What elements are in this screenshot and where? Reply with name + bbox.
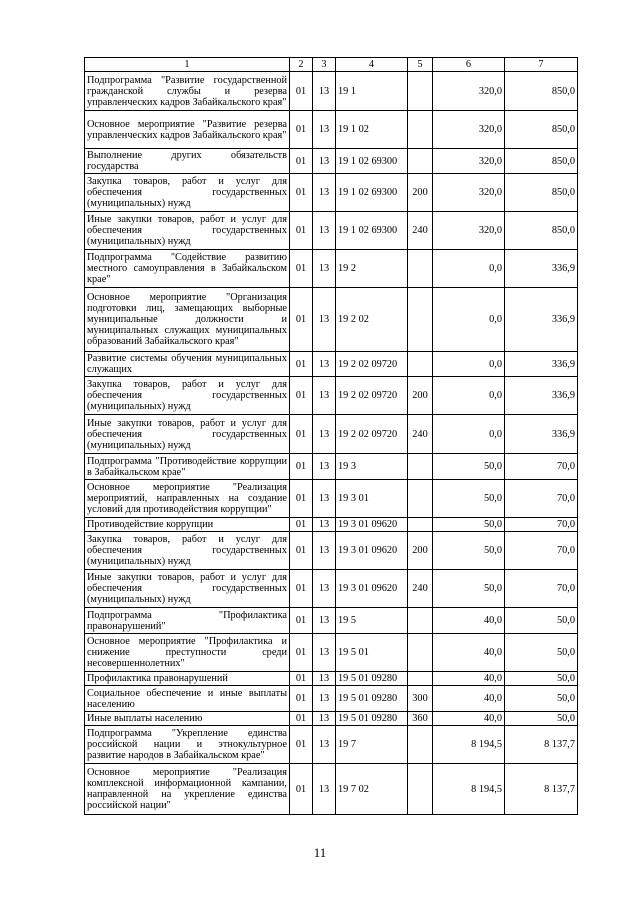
table-row [85, 518, 578, 532]
row-amount-1: 40,0 [433, 686, 505, 712]
row-target-code: 19 5 01 09280 [336, 712, 408, 726]
row-section: 01 [290, 634, 313, 672]
row-amount-2: 336,9 [505, 377, 578, 415]
row-name: Иные выплаты населению [85, 712, 290, 726]
row-name: Основное мероприятие "Организация подготовки лиц, замещающих выборные муниципальные должности и муниципальных служащих муниципальных образований Забайкальского края" [85, 288, 290, 352]
table-row [85, 532, 578, 570]
row-name: Основное мероприятие "Реализация мероприятий, направленных на создание условий для противодействия коррупции" [85, 480, 290, 518]
row-subsection: 13 [313, 480, 336, 518]
table-row [85, 570, 578, 608]
row-section: 01 [290, 250, 313, 288]
row-name: Подпрограмма "Противодействие коррупции в Забайкальском крае" [85, 454, 290, 480]
row-expense-type [408, 608, 433, 634]
row-amount-1: 50,0 [433, 532, 505, 570]
row-section: 01 [290, 352, 313, 377]
row-expense-type: 200 [408, 377, 433, 415]
row-name: Основное мероприятие "Развитие резерва управленческих кадров Забайкальского края" [85, 111, 290, 149]
row-expense-type [408, 672, 433, 686]
row-target-code: 19 3 [336, 454, 408, 480]
row-amount-2: 850,0 [505, 111, 578, 149]
row-amount-1: 50,0 [433, 454, 505, 480]
row-expense-type [408, 149, 433, 174]
page-number: 11 [313, 845, 327, 860]
row-subsection: 13 [313, 764, 336, 815]
row-amount-2: 850,0 [505, 212, 578, 250]
budget-table [84, 57, 578, 815]
row-expense-type: 240 [408, 570, 433, 608]
row-expense-type [408, 764, 433, 815]
row-section: 01 [290, 377, 313, 415]
table-row [85, 288, 578, 352]
row-section: 01 [290, 174, 313, 212]
row-subsection: 13 [313, 518, 336, 532]
table-row [85, 634, 578, 672]
row-target-code: 19 3 01 09620 [336, 518, 408, 532]
row-amount-2: 8 137,7 [505, 764, 578, 815]
row-amount-2: 850,0 [505, 149, 578, 174]
table-row [85, 608, 578, 634]
column-header: 5 [408, 58, 433, 72]
row-expense-type [408, 352, 433, 377]
row-name: Подпрограмма "Профилактика правонарушений" [85, 608, 290, 634]
row-expense-type: 200 [408, 174, 433, 212]
row-name: Основное мероприятие "Профилактика и снижение преступности среди несовершеннолетних" [85, 634, 290, 672]
table-row [85, 250, 578, 288]
row-section: 01 [290, 686, 313, 712]
row-amount-1: 40,0 [433, 608, 505, 634]
row-name: Подпрограмма "Укрепление единства российской нации и этнокультурное развитие народов в Забайкальском крае" [85, 726, 290, 764]
table-row [85, 352, 578, 377]
row-amount-2: 50,0 [505, 686, 578, 712]
column-header: 3 [313, 58, 336, 72]
row-name: Закупка товаров, работ и услуг для обеспечения государственных (муниципальных) нужд [85, 532, 290, 570]
row-target-code: 19 2 [336, 250, 408, 288]
row-target-code: 19 3 01 09620 [336, 532, 408, 570]
row-section: 01 [290, 570, 313, 608]
row-section: 01 [290, 480, 313, 518]
table-row [85, 686, 578, 712]
row-amount-2: 70,0 [505, 480, 578, 518]
row-amount-1: 8 194,5 [433, 764, 505, 815]
table-row [85, 764, 578, 815]
row-subsection: 13 [313, 570, 336, 608]
row-target-code: 19 1 [336, 72, 408, 111]
row-subsection: 13 [313, 377, 336, 415]
row-target-code: 19 2 02 09720 [336, 352, 408, 377]
row-subsection: 13 [313, 634, 336, 672]
row-expense-type: 240 [408, 212, 433, 250]
row-expense-type [408, 111, 433, 149]
table-row [85, 149, 578, 174]
row-amount-2: 336,9 [505, 250, 578, 288]
row-section: 01 [290, 608, 313, 634]
row-amount-1: 320,0 [433, 212, 505, 250]
row-subsection: 13 [313, 726, 336, 764]
table-row [85, 377, 578, 415]
row-section: 01 [290, 764, 313, 815]
row-subsection: 13 [313, 149, 336, 174]
row-amount-1: 0,0 [433, 288, 505, 352]
row-section: 01 [290, 712, 313, 726]
table-row [85, 111, 578, 149]
table-row [85, 72, 578, 111]
row-amount-1: 320,0 [433, 111, 505, 149]
row-subsection: 13 [313, 415, 336, 454]
row-expense-type [408, 72, 433, 111]
row-amount-1: 0,0 [433, 377, 505, 415]
row-name: Подпрограмма "Развитие государственной гражданской службы и резерва управленческих кадров Забайкальского края" [85, 72, 290, 111]
row-target-code: 19 1 02 [336, 111, 408, 149]
row-target-code: 19 1 02 69300 [336, 212, 408, 250]
table-row [85, 726, 578, 764]
table-header-row [85, 58, 578, 72]
row-section: 01 [290, 149, 313, 174]
row-section: 01 [290, 672, 313, 686]
row-amount-1: 50,0 [433, 570, 505, 608]
row-name: Иные закупки товаров, работ и услуг для обеспечения государственных (муниципальных) нужд [85, 415, 290, 454]
row-amount-2: 70,0 [505, 518, 578, 532]
row-subsection: 13 [313, 672, 336, 686]
row-name: Социальное обеспечение и иные выплаты населению [85, 686, 290, 712]
table-body [85, 72, 578, 815]
row-amount-2: 70,0 [505, 570, 578, 608]
row-amount-2: 850,0 [505, 72, 578, 111]
row-subsection: 13 [313, 212, 336, 250]
table-row [85, 212, 578, 250]
row-target-code: 19 7 [336, 726, 408, 764]
row-amount-2: 70,0 [505, 454, 578, 480]
row-name: Основное мероприятие "Реализация комплексной информационной кампании, направленной на укрепление единства российской нации" [85, 764, 290, 815]
row-section: 01 [290, 72, 313, 111]
row-amount-1: 320,0 [433, 174, 505, 212]
table-row [85, 712, 578, 726]
row-expense-type [408, 726, 433, 764]
row-amount-1: 0,0 [433, 415, 505, 454]
row-name: Закупка товаров, работ и услуг для обеспечения государственных (муниципальных) нужд [85, 174, 290, 212]
table-row [85, 672, 578, 686]
row-expense-type [408, 634, 433, 672]
row-amount-1: 40,0 [433, 712, 505, 726]
row-amount-2: 336,9 [505, 288, 578, 352]
row-target-code: 19 3 01 [336, 480, 408, 518]
row-amount-1: 0,0 [433, 250, 505, 288]
table-row [85, 174, 578, 212]
row-target-code: 19 3 01 09620 [336, 570, 408, 608]
row-expense-type [408, 250, 433, 288]
row-amount-2: 50,0 [505, 712, 578, 726]
row-section: 01 [290, 518, 313, 532]
row-name: Закупка товаров, работ и услуг для обеспечения государственных (муниципальных) нужд [85, 377, 290, 415]
row-amount-1: 40,0 [433, 634, 505, 672]
row-section: 01 [290, 288, 313, 352]
column-header: 4 [336, 58, 408, 72]
column-header: 1 [85, 58, 290, 72]
row-amount-2: 336,9 [505, 352, 578, 377]
row-amount-1: 320,0 [433, 72, 505, 111]
row-section: 01 [290, 454, 313, 480]
row-amount-2: 70,0 [505, 532, 578, 570]
row-subsection: 13 [313, 712, 336, 726]
row-target-code: 19 1 02 69300 [336, 149, 408, 174]
row-amount-1: 0,0 [433, 352, 505, 377]
row-expense-type [408, 480, 433, 518]
row-subsection: 13 [313, 111, 336, 149]
row-subsection: 13 [313, 686, 336, 712]
row-name: Иные закупки товаров, работ и услуг для обеспечения государственных (муниципальных) нужд [85, 570, 290, 608]
row-expense-type: 240 [408, 415, 433, 454]
table-row [85, 454, 578, 480]
row-amount-2: 50,0 [505, 608, 578, 634]
row-expense-type [408, 518, 433, 532]
row-amount-1: 40,0 [433, 672, 505, 686]
row-amount-2: 336,9 [505, 415, 578, 454]
row-target-code: 19 2 02 09720 [336, 415, 408, 454]
row-subsection: 13 [313, 454, 336, 480]
row-expense-type [408, 454, 433, 480]
row-expense-type: 200 [408, 532, 433, 570]
row-target-code: 19 5 [336, 608, 408, 634]
table-row [85, 480, 578, 518]
row-expense-type: 360 [408, 712, 433, 726]
row-subsection: 13 [313, 250, 336, 288]
column-header: 6 [433, 58, 505, 72]
row-target-code: 19 5 01 09280 [336, 686, 408, 712]
row-amount-1: 50,0 [433, 480, 505, 518]
row-section: 01 [290, 726, 313, 764]
column-header: 7 [505, 58, 578, 72]
row-target-code: 19 5 01 [336, 634, 408, 672]
row-section: 01 [290, 415, 313, 454]
row-subsection: 13 [313, 72, 336, 111]
row-target-code: 19 7 02 [336, 764, 408, 815]
row-amount-2: 50,0 [505, 672, 578, 686]
row-amount-2: 50,0 [505, 634, 578, 672]
table-row [85, 415, 578, 454]
row-expense-type [408, 288, 433, 352]
row-name: Развитие системы обучения муниципальных служащих [85, 352, 290, 377]
row-expense-type: 300 [408, 686, 433, 712]
row-subsection: 13 [313, 174, 336, 212]
row-name: Выполнение других обязательств государства [85, 149, 290, 174]
column-header: 2 [290, 58, 313, 72]
row-section: 01 [290, 532, 313, 570]
row-subsection: 13 [313, 288, 336, 352]
row-amount-2: 8 137,7 [505, 726, 578, 764]
row-amount-1: 320,0 [433, 149, 505, 174]
row-amount-1: 50,0 [433, 518, 505, 532]
row-subsection: 13 [313, 352, 336, 377]
row-amount-1: 8 194,5 [433, 726, 505, 764]
row-name: Подпрограмма "Содействие развитию местного самоуправления в Забайкальском крае" [85, 250, 290, 288]
row-name: Противодействие коррупции [85, 518, 290, 532]
row-section: 01 [290, 111, 313, 149]
row-target-code: 19 2 02 09720 [336, 377, 408, 415]
row-target-code: 19 2 02 [336, 288, 408, 352]
row-name: Иные закупки товаров, работ и услуг для обеспечения государственных (муниципальных) нужд [85, 212, 290, 250]
row-amount-2: 850,0 [505, 174, 578, 212]
row-subsection: 13 [313, 532, 336, 570]
row-subsection: 13 [313, 608, 336, 634]
row-section: 01 [290, 212, 313, 250]
row-target-code: 19 5 01 09280 [336, 672, 408, 686]
row-name: Профилактика правонарушений [85, 672, 290, 686]
row-target-code: 19 1 02 69300 [336, 174, 408, 212]
